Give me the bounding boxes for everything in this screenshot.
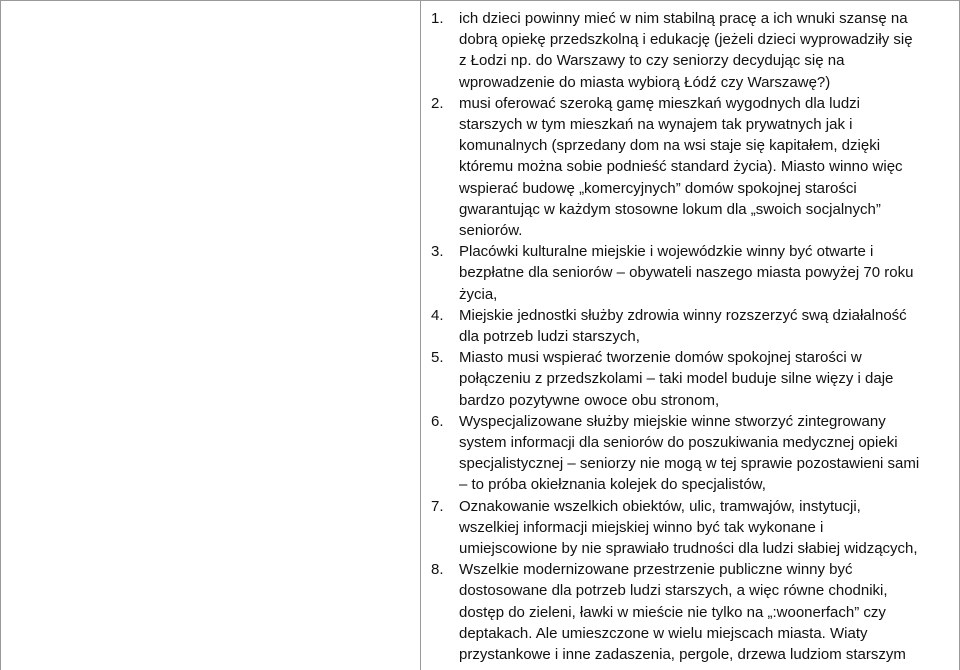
list-item <box>421 347 956 411</box>
list-item-number-text: 3. <box>431 243 444 261</box>
list-item-number <box>421 305 459 347</box>
list-item-number-text: 2. <box>431 94 444 112</box>
text-line: komunalnych (sprzedany dom na wsi staje się kapitałem, dzięki <box>459 137 881 155</box>
text-line: – to próba okiełznania kolejek do specjalistów, <box>459 476 766 494</box>
list-item-number <box>421 559 459 665</box>
text-line: dostosowane dla potrzeb ludzi starszych, a więc równe chodniki, <box>459 582 888 600</box>
list-item-number-text: 1. <box>431 10 444 27</box>
list-item-text <box>459 93 956 241</box>
list-item-number-text: 5. <box>431 349 444 367</box>
text-line: życia, <box>459 285 498 303</box>
text-line: wprowadzenie do miasta wybiorą Łódź czy Warszawę?) <box>459 73 831 91</box>
text-line: przystankowe i inne zadaszenia, pergole, drzewa ludziom starszym <box>459 646 906 664</box>
text-line: Miasto musi wspierać tworzenie domów spokojnej starości w <box>459 349 862 367</box>
text-line: Miejskie jednostki służby zdrowia winny rozszerzyć swą działalność <box>459 306 907 324</box>
list-item <box>421 411 956 496</box>
text-line: bardzo pozytywne owoce obu stronom, <box>459 391 720 409</box>
text-line: specjalistycznej – seniorzy nie mogą w tej sprawie pozostawieni sami <box>459 455 920 473</box>
list-item-text <box>459 305 956 347</box>
list-item <box>421 496 956 560</box>
list-item-number <box>421 411 459 496</box>
text-line: dla potrzeb ludzi starszych, <box>459 328 640 346</box>
text-line: gwarantując w każdym stosowne lokum dla „swoich socjalnych” <box>459 200 881 218</box>
left-table-cell <box>0 0 421 670</box>
list-item-number-text: 7. <box>431 497 444 515</box>
text-line: deptakach. Ale umieszczone w wielu miejscach miasta. Wiaty <box>459 624 868 642</box>
list-item-number-text: 6. <box>431 412 444 430</box>
text-line: seniorów. <box>459 222 523 240</box>
text-line: starszych w tym mieszkań na wynajem tak prywatnych jak i <box>459 116 853 134</box>
list-item <box>421 305 956 347</box>
list-item-text <box>459 347 956 411</box>
list-item-text <box>459 411 956 496</box>
list-item-number <box>421 93 459 241</box>
list-item <box>421 93 956 241</box>
text-line: musi oferować szeroką gamę mieszkań wygodnych dla ludzi <box>459 94 861 112</box>
text-line: Wszelkie modernizowane przestrzenie publiczne winny być <box>459 561 853 579</box>
text-line: Placówki kulturalne miejskie i wojewódzkie winny być otwarte i <box>459 243 874 261</box>
list-item-number-text: 8. <box>431 561 444 579</box>
list-item-text <box>459 559 956 665</box>
list-item-text <box>459 241 956 305</box>
list-item <box>421 241 956 305</box>
list-item-number <box>421 496 459 560</box>
text-line: ich dzieci powinny mieć w nim stabilną pracę a ich wnuki szansę na <box>459 10 908 27</box>
text-line: wspierać budowę „komercyjnych” domów spokojnej starości <box>459 179 857 197</box>
list-item <box>421 559 956 665</box>
text-line: dostęp do zieleni, ławki w mieście nie tylko na „:woonerfach” czy <box>459 603 886 621</box>
list-item-text <box>459 496 956 560</box>
text-line: z Łodzi np. do Warszawy to czy seniorzy decydując się na <box>459 52 845 70</box>
list-item <box>421 8 956 93</box>
text-line: któremu można sobie podnieść standard życia). Miasto winno więc <box>459 158 903 176</box>
numbered-list <box>421 8 956 665</box>
list-item-number <box>421 241 459 305</box>
text-line: Wyspecjalizowane służby miejskie winne stworzyć zintegrowany <box>459 412 886 430</box>
text-line: Oznakowanie wszelkich obiektów, ulic, tramwajów, instytucji, <box>459 497 861 515</box>
text-line: bezpłatne dla seniorów – obywateli naszego miasta powyżej 70 roku <box>459 264 914 282</box>
list-item-number-text: 4. <box>431 306 444 324</box>
text-line: dobrą opiekę przedszkolną i edukację (jeżeli dzieci wyprowadziły się <box>459 31 913 49</box>
text-line: umiejscowione by nie sprawiało trudności dla ludzi słabiej widzących, <box>459 540 918 558</box>
list-item-number <box>421 8 459 93</box>
text-line: system informacji dla seniorów do poszukiwania medycznej opieki <box>459 434 898 452</box>
text-line: wszelkiej informacji miejskiej winno być tak wykonane i <box>459 518 824 536</box>
list-item-number <box>421 347 459 411</box>
text-line: połączeniu z przedszkolami – taki model buduje silne więzy i daje <box>459 370 894 388</box>
list-item-text <box>459 8 956 93</box>
